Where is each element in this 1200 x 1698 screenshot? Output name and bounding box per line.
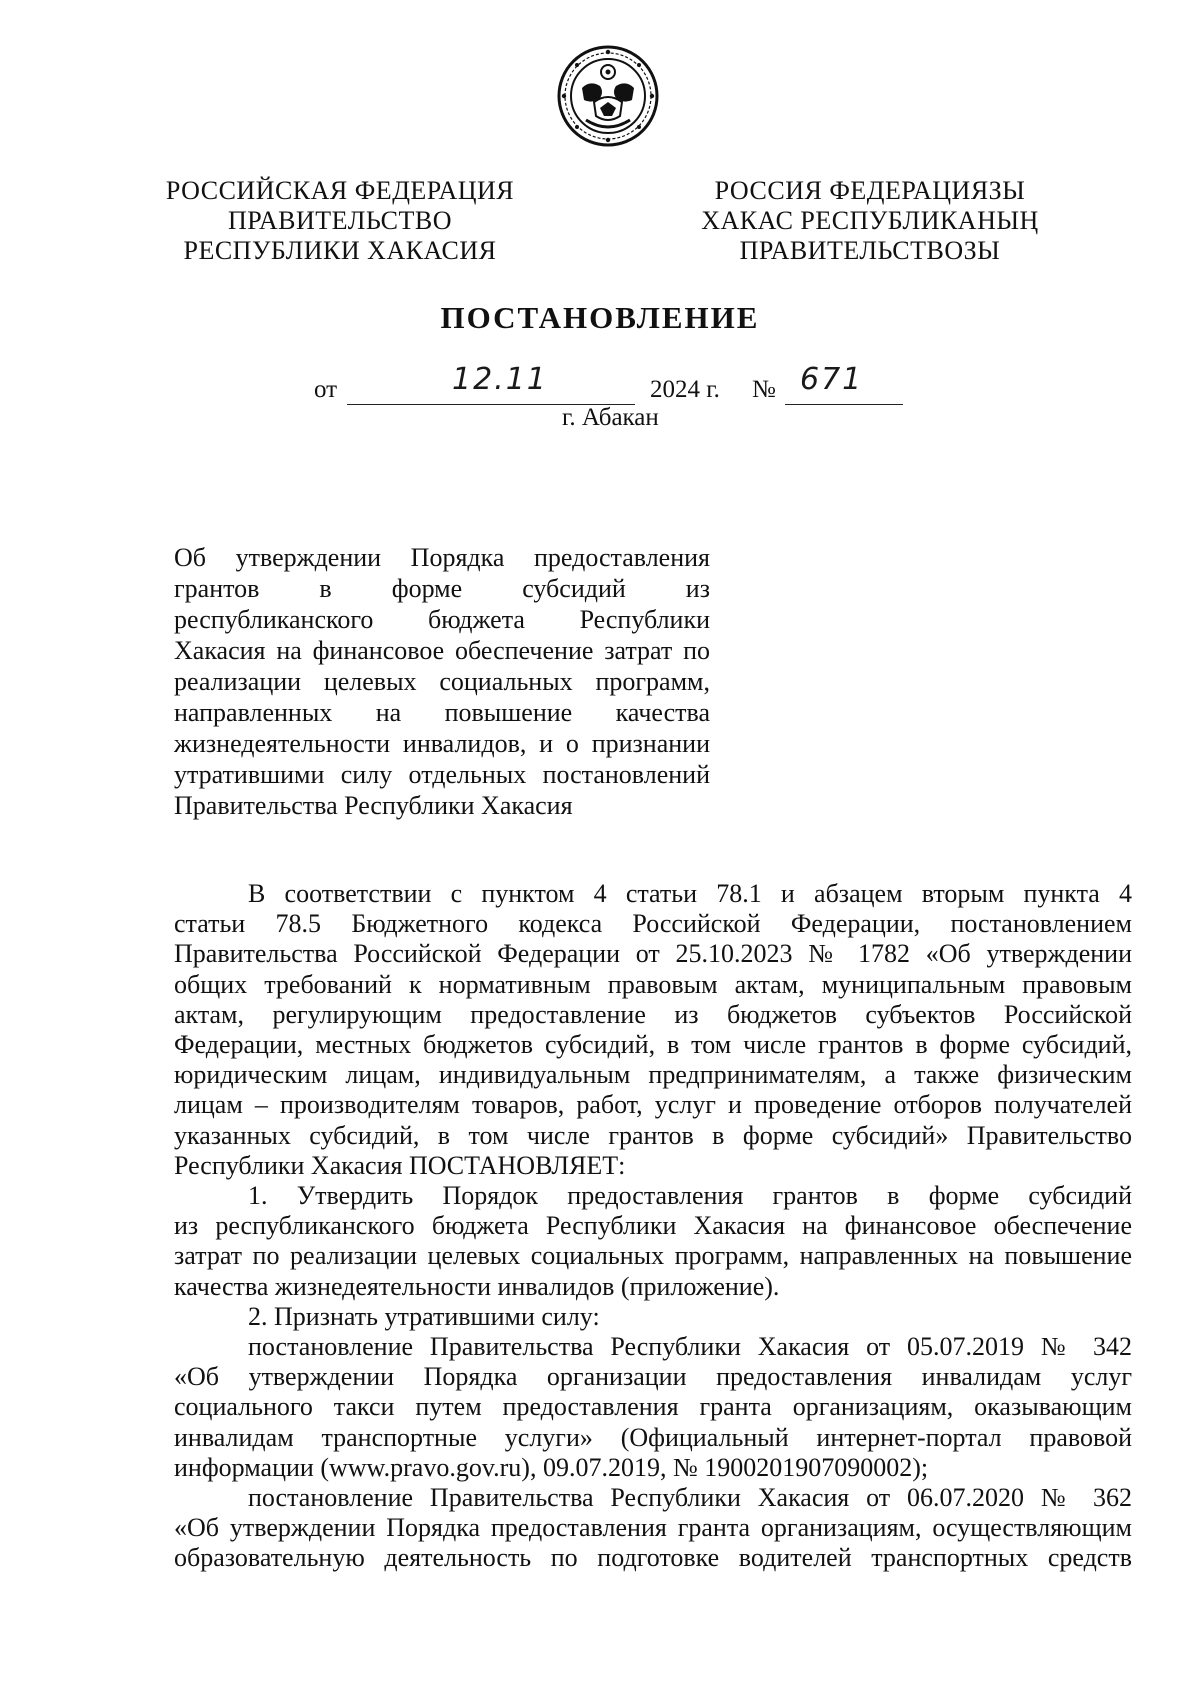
body-line: из республиканского бюджета Республики Хакасия на финансовое обеспечение [174,1211,1132,1241]
subject-block [174,542,710,821]
header-right-line: ПРАВИТЕЛЬСТВОЗЫ [739,236,1001,265]
body-text [174,879,1132,1574]
body-line: Правительства Российской Федерации от 25.10.2023 № 1782 «Об утверждении [174,939,1132,969]
body-line: Федерации, местных бюджетов субсидий, в том числе грантов в форме субсидий, [174,1030,1132,1060]
body-line: 2. Признать утратившими силу: [248,1301,600,1331]
body-line: Республики Хакасия ПОСТАНОВЛЯЕТ: [174,1150,626,1180]
subject-line: реализации целевых социальных программ, [174,667,710,696]
header-left-block [160,176,520,266]
body-line: указанных субсидий, в том числе грантов в форме субсидий» Правительство [174,1120,1132,1150]
header-right-block [690,176,1050,266]
body-line: юридическим лицам, индивидуальным предпринимателям, а также физическим [174,1060,1132,1090]
header-left-line: РЕСПУБЛИКИ ХАКАСИЯ [183,236,497,265]
body-line: качества жизнедеятельности инвалидов (приложение). [174,1271,780,1301]
year-label: 2024 г. [650,376,720,403]
header-left-line: РОССИЙСКАЯ ФЕДЕРАЦИЯ [165,176,515,205]
subject-line: утратившими силу отдельных постановлений [174,760,710,789]
khakassia-coat-of-arms-icon [556,44,660,148]
handwritten-number: 671 [800,362,864,397]
handwritten-date: 12.11 [452,362,548,397]
from-label: от [314,376,338,403]
header-left-line: ПРАВИТЕЛЬСТВО [228,206,452,235]
document-title: ПОСТАНОВЛЕНИЕ [440,300,760,335]
subject-line: грантов в форме субсидий из [174,574,710,603]
number-label: № [752,376,776,403]
body-line: постановление Правительства Республики Хакасия от 05.07.2019 № 342 [248,1332,1132,1362]
subject-line: Об утверждении Порядка предоставления [174,543,710,572]
body-line: информации (www.pravo.gov.ru), 09.07.2019, № 1900201907090002); [174,1452,929,1482]
header-right-line: РОССИЯ ФЕДЕРАЦИЯЗЫ [714,176,1026,205]
subject-line: Хакасия на финансовое обеспечение затрат по [174,636,710,665]
body-line: актам, регулирующим предоставление из бюджетов субъектов Российской [174,999,1132,1029]
body-line: «Об утверждении Порядка организации предоставления инвалидам услуг [174,1362,1132,1392]
subject-line: республиканского бюджета Республики [174,605,710,634]
header-right-line: ХАКАС РЕСПУБЛИКАНЫҢ [701,206,1039,235]
subject-line: жизнедеятельности инвалидов, и о признании [174,729,710,758]
body-line: «Об утверждении Порядка предоставления гранта организациям, осуществляющим [174,1513,1132,1543]
body-line: лицам – производителям товаров, работ, услуг и проведение отборов получателей [174,1090,1132,1120]
body-line: инвалидам транспортные услуги» (Официальный интернет-портал правовой [174,1422,1132,1452]
body-line: В соответствии с пунктом 4 статьи 78.1 и абзацем вторым пункта 4 [248,879,1132,908]
subject-line: Правительства Республики Хакасия [174,791,573,820]
date-number-line [0,362,1200,408]
body-line: социального такси путем предоставления гранта организациям, оказывающим [174,1392,1132,1422]
body-line: общих требований к нормативным правовым актам, муниципальным правовым [174,969,1132,999]
body-line: постановление Правительства Республики Хакасия от 06.07.2020 № 362 [248,1483,1132,1513]
body-line: 1. Утвердить Порядок предоставления грантов в форме субсидий [248,1181,1132,1211]
body-line: статьи 78.5 Бюджетного кодекса Российской Федерации, постановлением [174,909,1132,939]
body-line: образовательную деятельность по подготовке водителей транспортных средств [174,1543,1132,1573]
city-label: г. Абакан [562,404,659,431]
body-line: затрат по реализации целевых социальных программ, направленных на повышение [174,1241,1132,1271]
subject-line: направленных на повышение качества [174,698,710,727]
number-underline [785,404,903,405]
